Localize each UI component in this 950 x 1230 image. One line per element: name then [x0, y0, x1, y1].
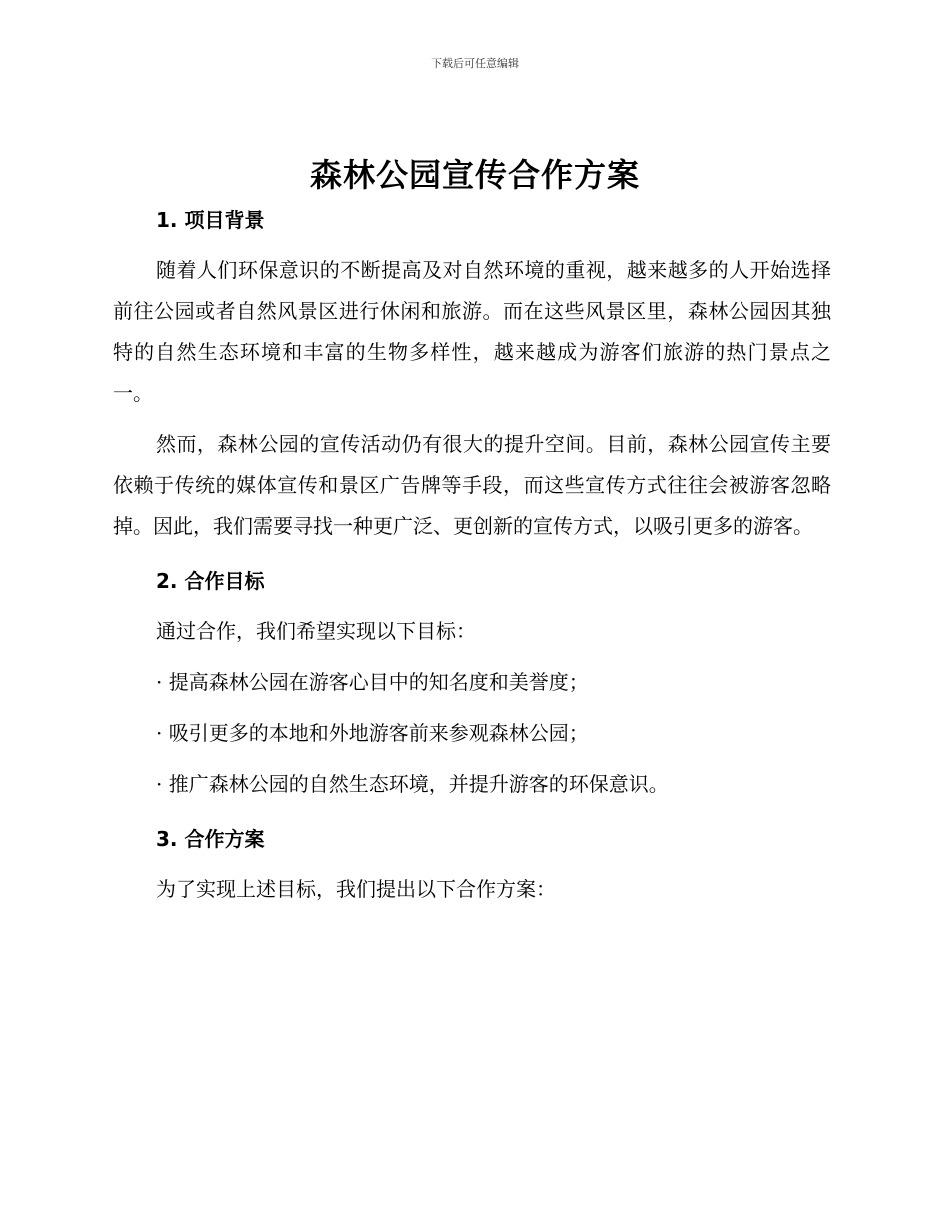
section-cooperation-plan: [113, 819, 831, 910]
section-intro: 为了实现上述目标，我们提出以下合作方案：: [156, 877, 556, 901]
bullet-item: · 吸引更多的本地和外地游客前来参观森林公园；: [156, 721, 589, 745]
document-body: [113, 200, 831, 910]
header-note: 下载后可任意编辑: [431, 57, 519, 70]
section-cooperation-goals: [113, 561, 831, 805]
paragraph: 随着人们环保意识的不断提高及对自然环境的重视，越来越多的人开始选择前往公园或者自然风景区进行休闲和旅游。而在这些风景区里，森林公园因其独特的自然生态环境和丰富的生物多样性，越来越成为游客们旅游的热门景点之一。: [113, 258, 831, 405]
section-heading: 3. 合作方案: [156, 827, 265, 851]
section-project-background: [113, 200, 831, 547]
paragraph: 然而，森林公园的宣传活动仍有很大的提升空间。目前，森林公园宣传主要依赖于传统的媒体宣传和景区广告牌等手段，而这些宣传方式往往会被游客忽略掉。因此，我们需要寻找一种更广泛、更创新的宣传方式，以吸引更多的游客。: [113, 432, 831, 538]
section-heading: 2. 合作目标: [156, 569, 265, 593]
section-intro: 通过合作，我们希望实现以下目标：: [156, 619, 476, 643]
document-title: 森林公园宣传合作方案: [309, 156, 640, 194]
bullet-item: · 推广森林公园的自然生态环境，并提升游客的环保意识。: [156, 772, 669, 796]
section-heading: 1. 项目背景: [156, 208, 265, 232]
bullet-item: · 提高森林公园在游客心目中的知名度和美誉度；: [156, 670, 589, 694]
